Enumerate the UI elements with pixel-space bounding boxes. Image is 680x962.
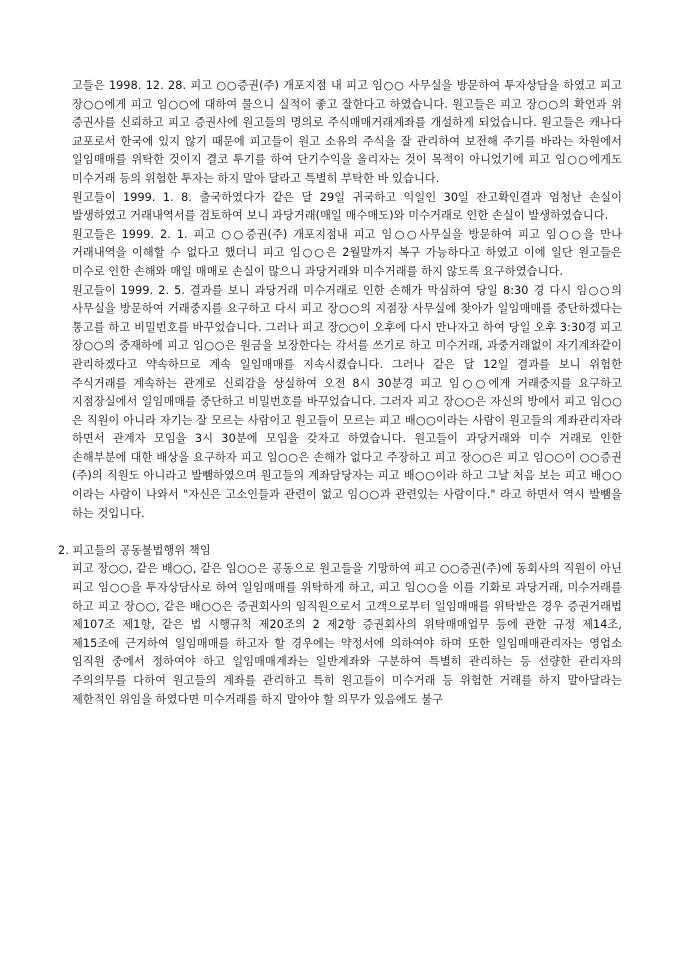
paragraph-trading-stopped: 원고들이 1999. 2. 5. 결과를 보니 과당거래 미수거래로 인한 손해가 막심하여 당일 8:30 경 다시 임○○의 사무실을 방문하여 거래중지를 요구하고 다시 피고 장○○의 지점장 사무실에 찾아가 일임매매를 중단하겠다는 통고를 하고 비밀번호를 바꾸었습니다. 그러나 피고 장○○이 오후에 다시 만나자고 하여 당일 오후 3:30경 피고 장○○의 중재하에 피고 임○○은 원금을 보장한다는 각서를 쓰기로 하고 미수거래, 과중거래없이 자기계좌같이 관리하겠다고 약속하므로 계속 일임매매를 지속시켰습니다. 그러나 같은 달 12일 결과를 보니 위험한 주식거래를 계속하는 관계로 신뢰감을 상실하여 오전 8시 30분경 피고 임○○에게 거래중지를 요구하고 지점장실에서 일임매매를 중단하고 비밀번호를 바꾸었습니다. 그러자 피고 장○○은 자신의 방에서 피고 임○○은 직원이 아니라 자기는 잘 모르는 사람이고 원고들이 모르는 피고 배○○이라는 사람이 원고들의 계좌관리자라 하면서 관계자 모임을 3시 30분에 모임을 갖자고 하였습니다. 원고들이 과당거래와 미수 거래로 인한 손해부분에 대한 배상을 요구하자 피고 임○○은 손해가 없다고 주장하고 피고 장○○은 피고 임○○이 ○○증권(주)의 직원도 아니라고 발뺌하였으며 원고들의 계좌담당자는 피고 배○○이라 하고 그날 처음 보는 피고 배○○이라는 사람이 나와서 "자신은 고소인들과 관련이 없고 임○○과 관련있는 사람이다." 라고 하면서 역시 발뺌을 하는 것입니다. xyxy=(72,283,622,520)
paragraph-visit-feb-1: 원고들은 1999. 2. 1. 피고 ○○증권(주) 개포지점내 피고 임○○사무실을 방문하여 피고 임○○을 만나 거래내역을 이해할 수 없다고 했더니 피고 임○○은 2월말까지 복구 가능하다고 하였고 이에 일단 원고들은 미수로 인한 손해와 매일 매매로 손실이 많으니 과당거래와 미수거래를 하지 않도록 요구하였습니다. xyxy=(72,227,622,278)
document-body xyxy=(58,77,622,709)
paragraph-joint-liability: 피고 장○○, 같은 배○○, 같은 임○○은 공동으로 원고들을 기망하여 피고 ○○증권(주)에 동회사의 직원이 아닌 피고 임○○을 투자상담사로 하여 일임매매를 위탁하게 하고, 피고 임○○을 이를 기화로 과당거래, 미수거래를 하고 피고 장○○, 같은 배○○은 증권회사의 임직원으로서 고객으로부터 일임매매를 위탁받은 경우 증권거래법 제107조 제1항, 같은 법 시행규칙 제20조의 2 제2항 증권회사의 위탁매매업무 등에 관한 규정 제14조, 제15조에 근거하여 일임매매를 하고자 할 경우에는 약정서에 의하여야 하며 또한 일임매매관리자는 영업소 임직원 중에서 정하여야 하고 일임매매계좌는 일반계좌와 구분하여 특별히 관리하는 등 선량한 관리자의 주의의무를 다하여 원고들의 계좌를 관리하고 특히 원고들이 미수거래 등 위험한 거래를 하지 말아달라는 제한적인 위임을 하였다면 미수거래를 하지 말아야 할 의무가 있음에도 불구 xyxy=(72,562,622,706)
paragraph-investment-consultation: 고들은 1998. 12. 28. 피고 ○○증권(주) 개포지점 내 피고 임○○ 사무실을 방문하여 투자상담을 하였고 피고 장○○에게 피고 임○○에 대하여 물으니 실적이 좋고 잘한다고 하였습니다. 원고들은 피고 장○○의 확언과 위 증권사를 신뢰하고 피고 증권사에 원고들의 명의로 주식매매거래계좌를 개설하게 되었습니다. 원고들은 캐나다 교포로서 한국에 있지 않기 때문에 피고들이 원고 소유의 주식을 잘 관리하여 보전해 주기를 바라는 차원에서 일임매매를 위탁한 것이지 결코 투기를 하여 단기수익을 올리자는 것이 목적이 아니었기에 피고 임○○에게도 미수거래 등의 위험한 투자는 하지 말아 달라고 특별히 부탁한 바 있습니다. xyxy=(72,79,622,185)
paragraph-gap xyxy=(72,523,622,542)
section-heading: 2. 피고들의 공동불법행위 책임 xyxy=(58,543,211,557)
paragraph-loss-discovered: 원고들이 1999. 1. 8. 출국하였다가 같은 달 29일 귀국하고 익일인 30일 잔고확인결과 엄청난 손실이 발생하였고 거래내역서를 검토하여 보니 과당거래(매일 매수매도)와 미수거래로 인한 손실이 발생하였습니다. xyxy=(72,190,622,223)
